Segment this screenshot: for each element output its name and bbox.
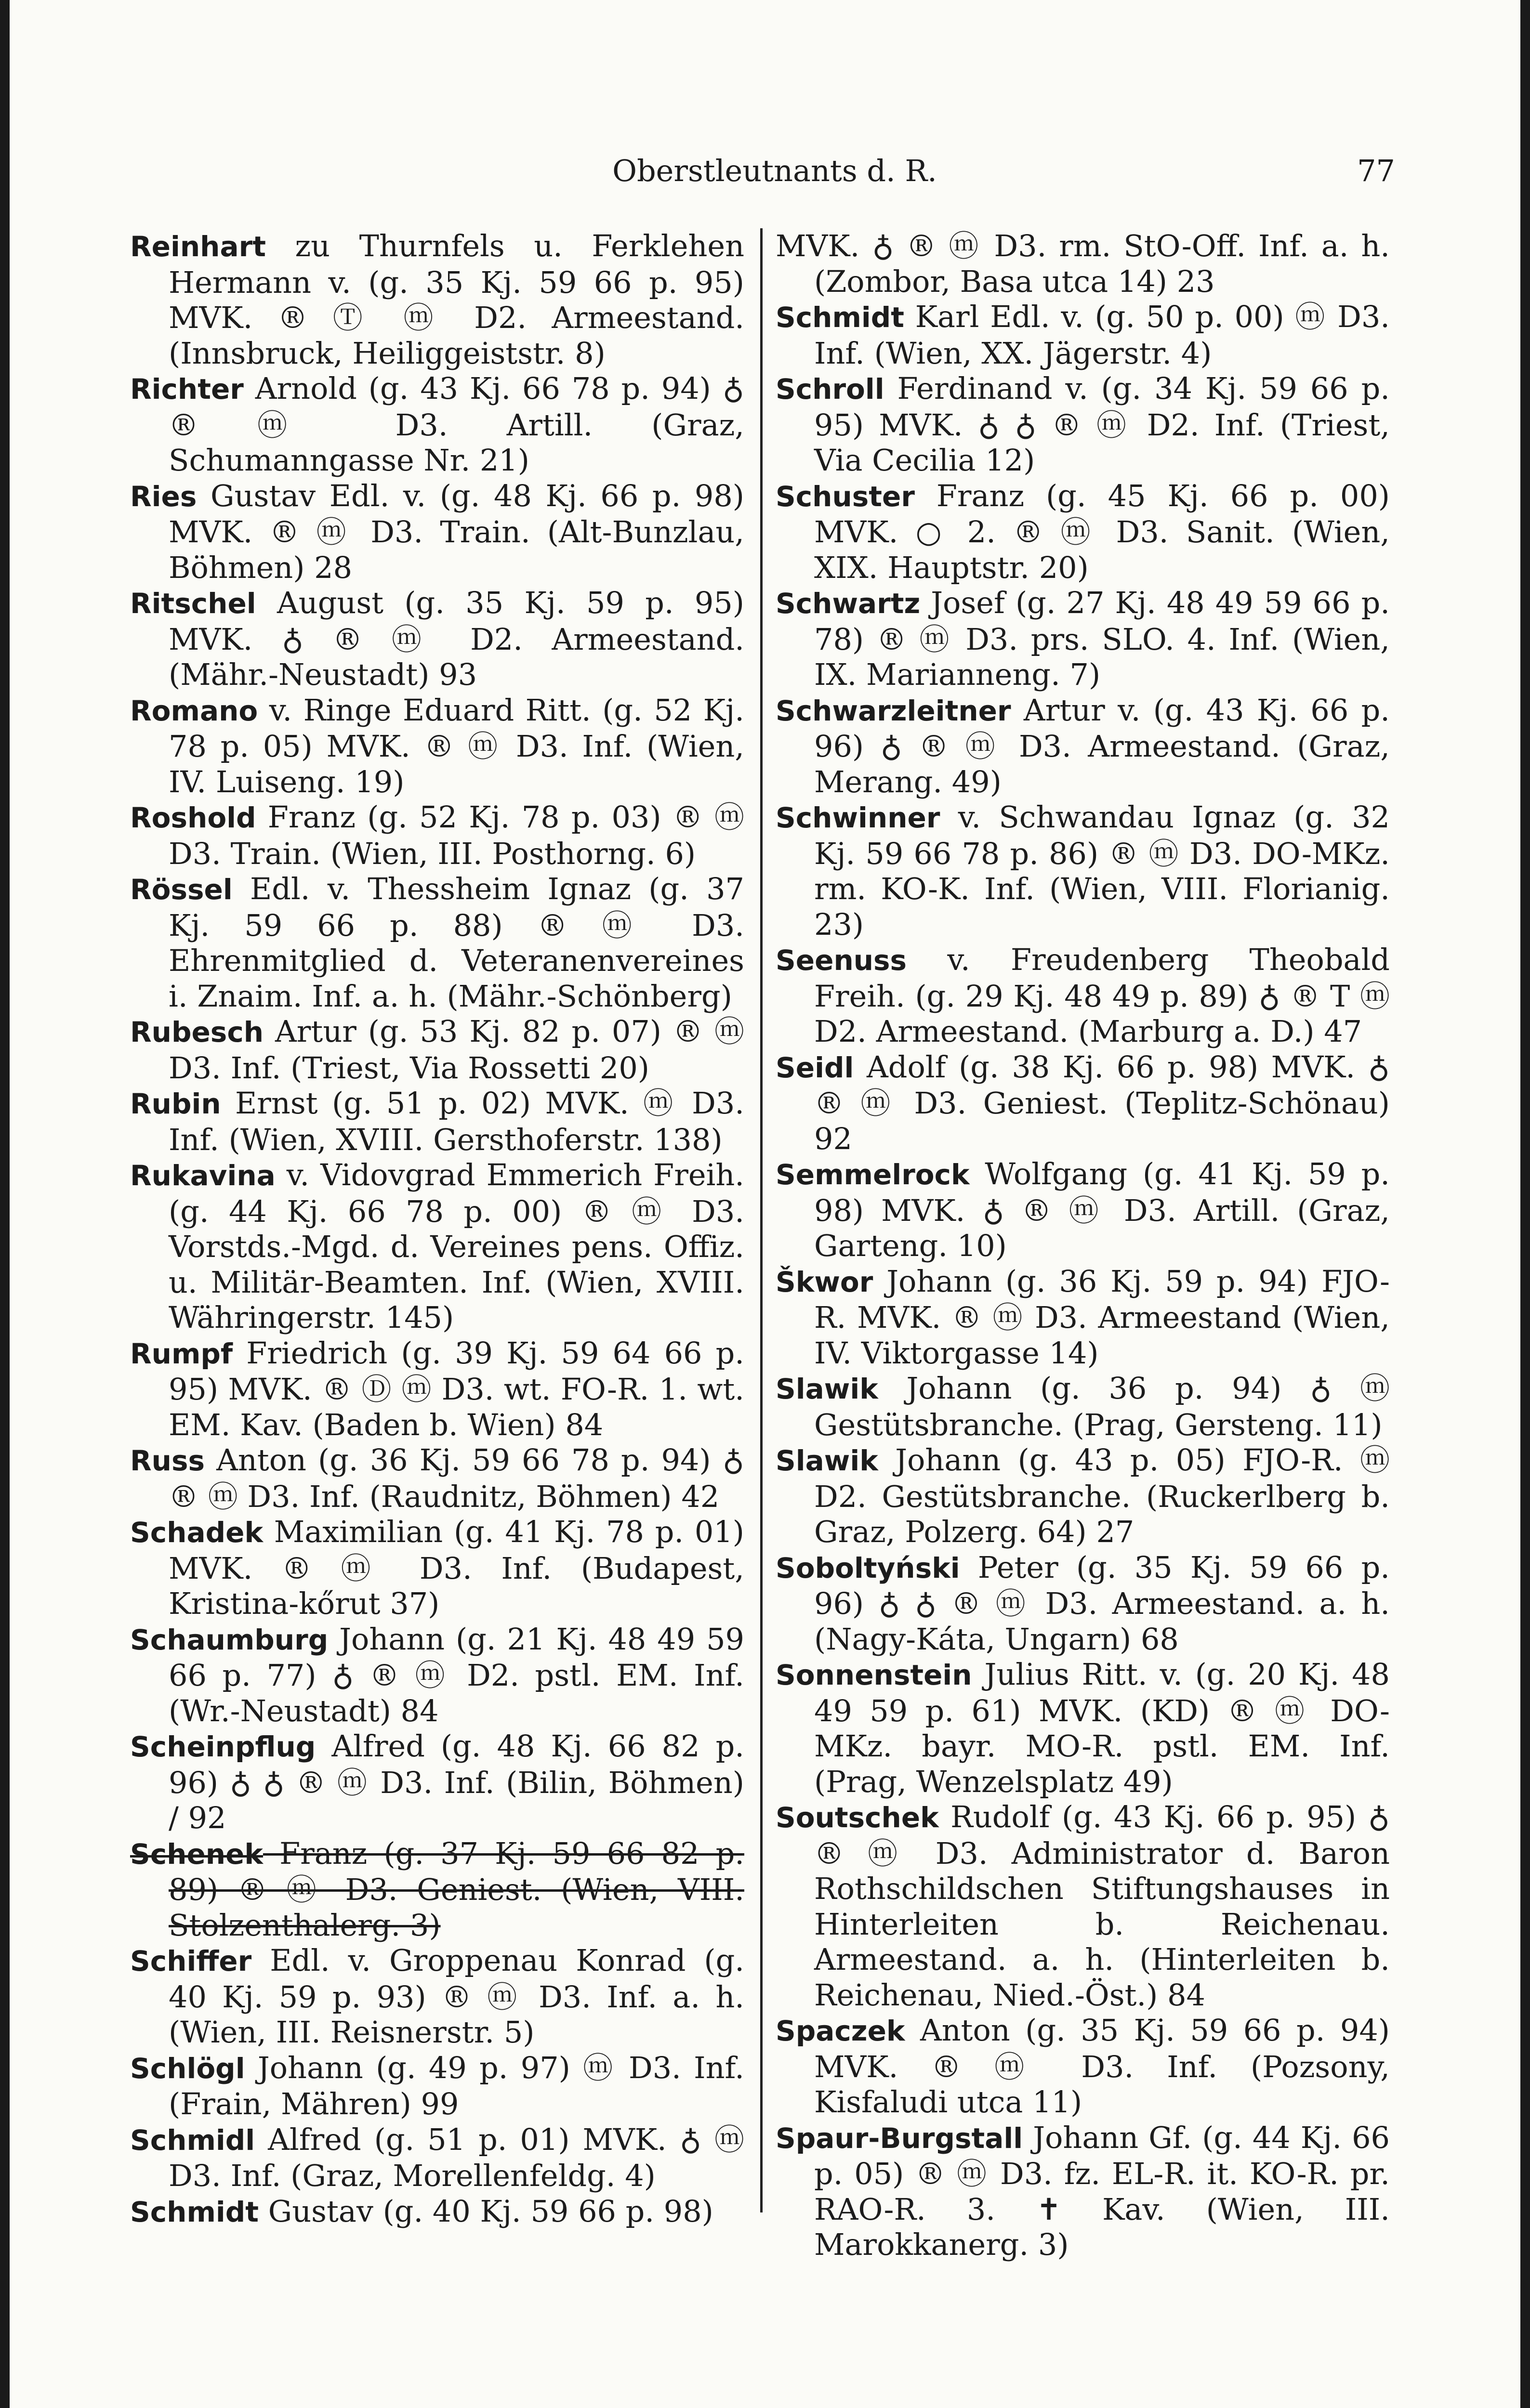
entry-details: Peter (g. 35 Kj. 59 66 p. 96) ♁ ♁ ® ⓜ D3. Armeestand. a. h. (Nagy-Káta, Ungarn) 68: [814, 1549, 1390, 1657]
entry-details: Johann (g. 49 p. 97) ⓜ D3. Inf. (Frain, Mähren) 99: [169, 2050, 744, 2121]
entry-surname: Reinhart: [130, 230, 266, 263]
right-column: [776, 228, 1390, 2263]
entry-details: Adolf (g. 38 Kj. 66 p. 98) MVK. ♁ ® ⓜ D3. Geniest. (Teplitz-Schönau) 92: [814, 1049, 1390, 1156]
entry-details: MVK. ♁ ® ⓜ D3. rm. StO-Off. Inf. a. h. (Zombor, Basa utca 14) 23: [776, 228, 1390, 299]
entry-details: Johann (g. 43 p. 05) FJO-R. ⓜ D2. Gestütsbranche. (Ruckerlberg b. Graz, Polzerg. 64) 27: [814, 1442, 1390, 1549]
directory-entry: [130, 1157, 744, 1335]
entry-surname: Rukavina: [130, 1159, 276, 1192]
directory-entry: [776, 228, 1390, 299]
entry-details: Anton (g. 35 Kj. 59 66 p. 94) MVK. ® ⓜ D3. Inf. (Pozsony, Kisfaludi utca 11): [814, 2013, 1390, 2120]
directory-entry: [130, 1442, 744, 1514]
entry-details: Artur v. (g. 43 Kj. 66 p. 96) ♁ ® ⓜ D3. Armeestand. (Graz, Merang. 49): [814, 692, 1390, 799]
directory-entry: [130, 1014, 744, 1086]
directory-entry: [776, 2013, 1390, 2120]
directory-entry: [130, 799, 744, 871]
entry-details: Maximilian (g. 41 Kj. 78 p. 01) MVK. ® ⓜ D3. Inf. (Budapest, Kristina-kőrut 37): [169, 1514, 744, 1621]
entry-surname: Seenuss: [776, 944, 907, 977]
directory-entry: [130, 2122, 744, 2194]
entry-details: Gustav (g. 40 Kj. 59 66 p. 98): [259, 2193, 713, 2229]
entry-surname: Schadek: [130, 1516, 264, 1549]
entry-details: Ernst (g. 51 p. 02) MVK. ⓜ D3. Inf. (Wien, XVIII. Gersthoferstr. 138): [169, 1086, 744, 1157]
directory-entry: [776, 1371, 1390, 1442]
directory-entry: [776, 371, 1390, 478]
entry-details: Karl Edl. v. (g. 50 p. 00) ⓜ D3. Inf. (Wien, XX. Jägerstr. 4): [814, 299, 1390, 371]
entry-details: Franz (g. 37 Kj. 59 66 82 p. 89) ® ⓜ D3. Geniest. (Wien, VIII. Stolzenthalerg. 3): [169, 1835, 744, 1943]
directory-entry: [130, 1728, 744, 1836]
directory-entry: [130, 2194, 744, 2230]
directory-entry: [776, 799, 1390, 942]
entry-surname: Russ: [130, 1444, 205, 1477]
entry-surname: Richter: [130, 373, 244, 406]
entry-details: Johann Gf. (g. 44 Kj. 66 p. 05) ® ⓜ D3. fz. EL-R. it. KO-R. pr. RAO-R. 3. ✝ Kav. (Wien, III. Marokkanerg. 3): [814, 2120, 1390, 2262]
entry-details: August (g. 35 Kj. 59 p. 95) MVK. ♁ ® ⓜ D2. Armeestand. (Mähr.-Neustadt) 93: [169, 585, 744, 692]
entry-details: zu Thurnfels u. Ferklehen Hermann v. (g. 35 Kj. 59 66 p. 95) MVK. ® Ⓣ ⓜ D2. Armeestand. (Innsbruck, Heiliggeiststr. 8): [169, 228, 744, 371]
entry-surname: Rubesch: [130, 1016, 264, 1048]
directory-entry: [130, 1943, 744, 2050]
entry-details: Julius Ritt. v. (g. 20 Kj. 48 49 59 p. 61) MVK. (KD) ® ⓜ DO-MKz. bayr. MO-R. pstl. EM. Inf. (Prag, Wenzelsplatz 49): [814, 1657, 1390, 1799]
entry-surname: Rössel: [130, 873, 233, 906]
entry-details: Josef (g. 27 Kj. 48 49 59 66 p. 78) ® ⓜ D3. prs. SLO. 4. Inf. (Wien, IX. Marianneng. 7): [814, 585, 1390, 692]
entry-surname: Romano: [130, 694, 258, 727]
entry-surname: Schwartz: [776, 587, 921, 620]
directory-entry: [130, 1514, 744, 1622]
entry-surname: Schwinner: [776, 801, 940, 834]
entry-surname: Soutschek: [776, 1801, 939, 1834]
entry-surname: Ries: [130, 480, 197, 513]
entry-details: Edl. v. Thessheim Ignaz (g. 37 Kj. 59 66 p. 88) ® ⓜ D3. Ehrenmitglied d. Veteranenvereines i. Znaim. Inf. a. h. (Mähr.-Schönberg): [169, 871, 744, 1014]
directory-entry: [776, 478, 1390, 586]
entry-surname: Ritschel: [130, 587, 256, 620]
entry-surname: Schmidt: [776, 301, 905, 334]
directory-entry: [776, 1442, 1390, 1550]
entry-details: Alfred (g. 51 p. 01) MVK. ♁ ⓜ D3. Inf. (Graz, Morellenfeldg. 4): [169, 2121, 744, 2193]
entry-details: v. Schwandau Ignaz (g. 32 Kj. 59 66 78 p. 86) ® ⓜ D3. DO-MKz. rm. KO-K. Inf. (Wien, VIII. Florianig. 23): [814, 799, 1390, 942]
entry-surname: Schmidl: [130, 2123, 255, 2157]
entry-details: v. Ringe Eduard Ritt. (g. 52 Kj. 78 p. 05) MVK. ® ⓜ D3. Inf. (Wien, IV. Luiseng. 19): [169, 692, 744, 799]
entry-details: Johann (g. 36 p. 94) ♁ ⓜ Gestütsbranche. (Prag, Gersteng. 11): [814, 1371, 1390, 1442]
entry-surname: Schuster: [776, 480, 915, 513]
entry-surname: Spaczek: [776, 2015, 905, 2047]
entry-surname: Schwarzleitner: [776, 694, 1011, 727]
page-number: 77: [1357, 153, 1395, 188]
entry-surname: Slawik: [776, 1373, 878, 1405]
directory-entry: [776, 1264, 1390, 1371]
directory-entry: [130, 478, 744, 586]
entry-surname: Schroll: [776, 373, 884, 406]
entry-details: Friedrich (g. 39 Kj. 59 64 66 p. 95) MVK. ® Ⓓ ⓜ D3. wt. FO-R. 1. wt. EM. Kav. (Baden b. Wien) 84: [169, 1335, 744, 1442]
directory-entry: [130, 585, 744, 693]
entry-details: Franz (g. 52 Kj. 78 p. 03) ® ⓜ D3. Train. (Wien, III. Posthorng. 6): [169, 799, 744, 871]
entry-details: Johann (g. 21 Kj. 48 49 59 66 p. 77) ♁ ® ⓜ D2. pstl. EM. Inf. (Wr.-Neustadt) 84: [169, 1621, 744, 1728]
directory-entry: [130, 1836, 744, 1943]
directory-entry: [130, 1086, 744, 1157]
page-header: [154, 153, 1395, 192]
directory-entry: [130, 371, 744, 478]
entry-surname: Seidl: [776, 1051, 854, 1084]
entry-details: v. Vidovgrad Emmerich Freih. (g. 44 Kj. 66 78 p. 00) ® ⓜ D3. Vorstds.-Mgd. d. Vereines pens. Offiz. u. Militär-Beamten. Inf. (Wien, XVIII. Währingerstr. 145): [169, 1157, 744, 1335]
entry-details: Franz (g. 45 Kj. 66 p. 00) MVK. ○ 2. ® ⓜ D3. Sanit. (Wien, XIX. Hauptstr. 20): [814, 478, 1390, 585]
entry-surname: Schlögl: [130, 2052, 245, 2085]
directory-entry: [776, 942, 1390, 1049]
entry-surname: Slawik: [776, 1444, 878, 1477]
entry-surname: Soboltyński: [776, 1551, 960, 1584]
entry-surname: Sonnenstein: [776, 1659, 972, 1691]
entry-surname: Rubin: [130, 1087, 221, 1120]
entry-surname: Spaur-Burgstall: [776, 2121, 1023, 2155]
entry-details: Ferdinand v. (g. 34 Kj. 59 66 p. 95) MVK. ♁ ♁ ® ⓜ D2. Inf. (Triest, Via Cecilia 12): [814, 371, 1390, 478]
directory-entry: [776, 2120, 1390, 2263]
entry-surname: Schiffer: [130, 1945, 252, 1977]
book-page: [10, 0, 1520, 2408]
entry-details: Edl. v. Groppenau Konrad (g. 40 Kj. 59 p. 93) ® ⓜ D3. Inf. a. h. (Wien, III. Reisnerstr. 5): [169, 1943, 744, 2050]
directory-entry: [776, 1657, 1390, 1799]
directory-entry: [130, 228, 744, 371]
column-divider: [760, 228, 763, 2212]
directory-entry: [776, 1550, 1390, 1657]
entry-surname: Roshold: [130, 801, 256, 834]
entry-details: Gustav Edl. v. (g. 48 Kj. 66 p. 98) MVK. ® ⓜ D3. Train. (Alt-Bunzlau, Böhmen) 28: [169, 478, 744, 585]
entry-details: Alfred (g. 48 Kj. 66 82 p. 96) ♁ ♁ ® ⓜ D3. Inf. (Bilin, Böhmen) / 92: [169, 1728, 744, 1835]
directory-entry: [776, 693, 1390, 800]
entry-details: v. Freudenberg Theobald Freih. (g. 29 Kj. 48 49 p. 89) ♁ ® T ⓜ D2. Armeestand. (Marburg a. D.) 47: [814, 942, 1390, 1049]
directory-entry: [130, 1335, 744, 1443]
entry-details: Artur (g. 53 Kj. 82 p. 07) ® ⓜ D3. Inf. (Triest, Via Rossetti 20): [169, 1014, 744, 1086]
directory-entry: [776, 1156, 1390, 1264]
directory-entry: [776, 1049, 1390, 1157]
directory-entry: [130, 1622, 744, 1729]
entry-surname: Semmelrock: [776, 1158, 970, 1191]
directory-entry: [130, 693, 744, 800]
directory-entry: [776, 299, 1390, 371]
entry-surname: Schmidt: [130, 2195, 259, 2228]
entry-surname: Schaumburg: [130, 1623, 329, 1656]
directory-entry: [776, 585, 1390, 693]
left-column: [130, 228, 744, 2230]
entry-details: Wolfgang (g. 41 Kj. 59 p. 98) MVK. ♁ ® ⓜ D3. Artill. (Graz, Garteng. 10): [814, 1156, 1390, 1263]
entry-surname: Schenek: [130, 1837, 263, 1871]
entry-details: Anton (g. 36 Kj. 59 66 78 p. 94) ♁ ® ⓜ D3. Inf. (Raudnitz, Böhmen) 42: [169, 1442, 744, 1514]
directory-entry: [776, 1799, 1390, 2013]
directory-entry: [130, 871, 744, 1014]
directory-entry: [130, 2050, 744, 2122]
entry-details: Arnold (g. 43 Kj. 66 78 p. 94) ♁ ® ⓜ D3. Artill. (Graz, Schumanngasse Nr. 21): [169, 371, 744, 478]
entry-details: Johann (g. 36 Kj. 59 p. 94) FJO-R. MVK. ® ⓜ D3. Armeestand (Wien, IV. Viktorgasse 14): [814, 1263, 1390, 1371]
entry-surname: Scheinpflug: [130, 1730, 316, 1763]
entry-surname: Rumpf: [130, 1337, 233, 1370]
entry-surname: Škwor: [776, 1265, 873, 1298]
entry-details: Rudolf (g. 43 Kj. 66 p. 95) ♁ ® ⓜ D3. Administrator d. Baron Rothschildschen Stiftungshauses in Hinterleiten b. Reichenau. Armeestand. a. h. (Hinterleiten b. Reichenau, Nied.-Öst.) 84: [814, 1799, 1390, 2013]
running-title: Oberstleutnants d. R.: [612, 153, 937, 188]
